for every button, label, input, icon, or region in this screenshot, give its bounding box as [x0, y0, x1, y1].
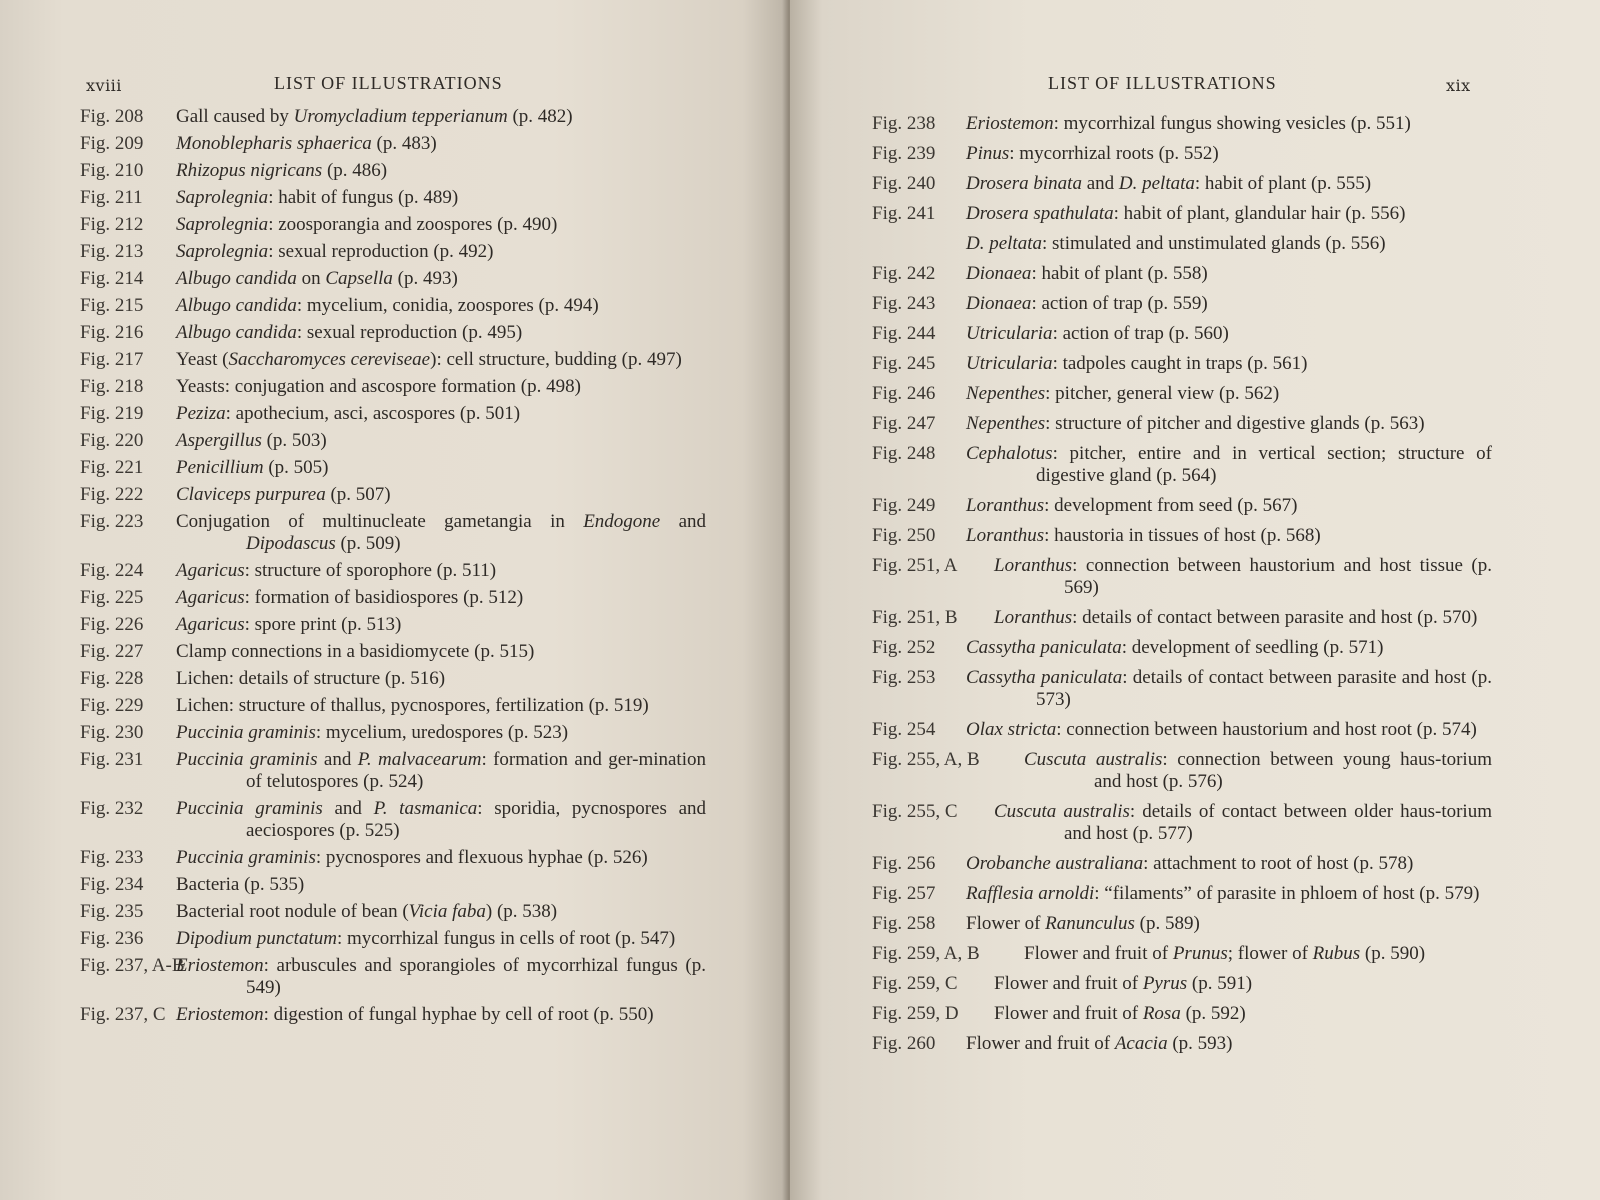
figure-caption: Albugo candida: sexual reproduction (p. 495): [176, 322, 523, 343]
figure-caption: Drosera binata and D. peltata: habit of plant (p. 555): [966, 173, 1372, 194]
figure-caption: Loranthus: haustoria in tissues of host (p. 568): [966, 525, 1321, 546]
figure-caption: Cuscuta australis: connection between young haus-torium and host (p. 576): [1024, 749, 1492, 792]
figure-number: Fig. 226: [80, 614, 144, 635]
figure-caption: Cuscuta australis: details of contact between older haus-torium and host (p. 577): [994, 801, 1492, 844]
figure-number: Fig. 243: [872, 293, 936, 314]
illustration-entry: [872, 749, 1492, 793]
figure-caption: Olax stricta: connection between haustorium and host root (p. 574): [966, 719, 1477, 740]
figure-number: Fig. 221: [80, 457, 144, 478]
figure-number: Fig. 208: [80, 106, 144, 127]
illustration-entry: [872, 233, 1492, 255]
illustration-entry: [872, 173, 1492, 195]
illustration-entry: [80, 160, 706, 182]
figure-caption: D. peltata: stimulated and unstimulated glands (p. 556): [966, 233, 1386, 254]
figure-number: Fig. 222: [80, 484, 144, 505]
illustration-entry: [872, 943, 1492, 965]
figure-number: Fig. 255, A, B: [872, 749, 980, 770]
illustration-entry: [80, 511, 706, 555]
illustration-entry: [80, 749, 706, 793]
figure-caption: Drosera spathulata: habit of plant, glandular hair (p. 556): [966, 203, 1406, 224]
figure-caption: Dionaea: action of trap (p. 559): [966, 293, 1208, 314]
illustration-list: [80, 106, 706, 1031]
figure-caption: Albugo candida: mycelium, conidia, zoospores (p. 494): [176, 295, 599, 316]
figure-caption: Flower and fruit of Prunus; flower of Rubus (p. 590): [1024, 943, 1426, 964]
figure-number: Fig. 237, C: [80, 1004, 166, 1025]
figure-caption: Yeast (Saccharomyces cereviseae): cell structure, budding (p. 497): [176, 349, 682, 370]
figure-number: Fig. 210: [80, 160, 144, 181]
figure-number: Fig. 259, C: [872, 973, 958, 994]
figure-number: Fig. 256: [872, 853, 936, 874]
illustration-entry: [872, 383, 1492, 405]
figure-number: Fig. 215: [80, 295, 144, 316]
figure-number: Fig. 250: [872, 525, 936, 546]
figure-number: Fig. 252: [872, 637, 936, 658]
illustration-entry: [80, 668, 706, 690]
figure-caption: Lichen: details of structure (p. 516): [176, 668, 446, 689]
figure-number: Fig. 230: [80, 722, 144, 743]
figure-number: Fig. 231: [80, 749, 144, 770]
illustration-entry: [80, 376, 706, 398]
figure-number: Fig. 240: [872, 173, 936, 194]
illustration-entry: [872, 913, 1492, 935]
illustration-entry: [80, 847, 706, 869]
illustration-entry: [80, 587, 706, 609]
figure-number: Fig. 224: [80, 560, 144, 581]
figure-caption: Cassytha paniculata: development of seedling (p. 571): [966, 637, 1384, 658]
illustration-entry: [872, 113, 1492, 135]
figure-caption: Flower and fruit of Acacia (p. 593): [966, 1033, 1233, 1054]
figure-caption: Utricularia: tadpoles caught in traps (p. 561): [966, 353, 1308, 374]
figure-caption: Cassytha paniculata: details of contact between parasite and host (p. 573): [966, 667, 1492, 710]
figure-number: Fig. 209: [80, 133, 144, 154]
figure-caption: Eriostemon: mycorrhizal fungus showing vesicles (p. 551): [966, 113, 1411, 134]
illustration-entry: [80, 214, 706, 236]
illustration-entry: [80, 955, 706, 999]
illustration-entry: [872, 607, 1492, 629]
figure-number: Fig. 242: [872, 263, 936, 284]
figure-number: Fig. 227: [80, 641, 144, 662]
figure-caption: Monoblepharis sphaerica (p. 483): [176, 133, 437, 154]
figure-number: Fig. 223: [80, 511, 144, 532]
figure-caption: Albugo candida on Capsella (p. 493): [176, 268, 458, 289]
illustration-entry: [872, 555, 1492, 599]
figure-caption: Loranthus: details of contact between parasite and host (p. 570): [994, 607, 1478, 628]
figure-caption: Dionaea: habit of plant (p. 558): [966, 263, 1208, 284]
illustration-entry: [80, 295, 706, 317]
illustration-entry: [80, 106, 706, 128]
figure-caption: Utricularia: action of trap (p. 560): [966, 323, 1229, 344]
figure-number: Fig. 235: [80, 901, 144, 922]
figure-caption: Saprolegnia: habit of fungus (p. 489): [176, 187, 459, 208]
illustration-entry: [872, 495, 1492, 517]
illustration-entry: [80, 133, 706, 155]
illustration-entry: [80, 641, 706, 663]
figure-number: Fig. 211: [80, 187, 143, 208]
figure-number: Fig. 217: [80, 349, 144, 370]
illustration-entry: [872, 1033, 1492, 1055]
illustration-entry: [80, 430, 706, 452]
figure-caption: Cephalotus: pitcher, entire and in vertical section; structure of digestive gland (p. 564): [966, 443, 1492, 486]
figure-caption: Puccinia graminis: pycnospores and flexuous hyphae (p. 526): [176, 847, 648, 868]
illustration-entry: [872, 353, 1492, 375]
figure-number: Fig. 237, A-B: [80, 955, 185, 976]
figure-caption: Saprolegnia: sexual reproduction (p. 492): [176, 241, 494, 262]
figure-number: Fig. 219: [80, 403, 144, 424]
illustration-entry: [80, 560, 706, 582]
figure-caption: Nepenthes: structure of pitcher and digestive glands (p. 563): [966, 413, 1425, 434]
figure-number: Fig. 234: [80, 874, 144, 895]
figure-caption: Dipodium punctatum: mycorrhizal fungus in cells of root (p. 547): [176, 928, 676, 949]
figure-number: Fig. 254: [872, 719, 936, 740]
figure-caption: Penicillium (p. 505): [176, 457, 329, 478]
figure-number: Fig. 233: [80, 847, 144, 868]
figure-number: Fig. 251, B: [872, 607, 958, 628]
figure-caption: Loranthus: connection between haustorium and host tissue (p. 569): [994, 555, 1492, 598]
illustration-entry: [80, 457, 706, 479]
figure-caption: Aspergillus (p. 503): [176, 430, 327, 451]
figure-number: Fig. 236: [80, 928, 144, 949]
figure-caption: Claviceps purpurea (p. 507): [176, 484, 391, 505]
figure-number: Fig. 229: [80, 695, 144, 716]
figure-caption: Conjugation of multinucleate gametangia in Endogone and Dipodascus (p. 509): [176, 511, 706, 554]
illustration-entry: [872, 973, 1492, 995]
figure-number: Fig. 251, A: [872, 555, 958, 576]
figure-caption: Gall caused by Uromycladium tepperianum (p. 482): [176, 106, 573, 127]
figure-number: Fig. 214: [80, 268, 144, 289]
figure-number: Fig. 225: [80, 587, 144, 608]
figure-caption: Rafflesia arnoldi: “filaments” of parasite in phloem of host (p. 579): [966, 883, 1480, 904]
figure-number: Fig. 259, A, B: [872, 943, 980, 964]
illustration-entry: [872, 1003, 1492, 1025]
illustration-entry: [872, 853, 1492, 875]
figure-caption: Nepenthes: pitcher, general view (p. 562): [966, 383, 1280, 404]
figure-caption: Agaricus: structure of sporophore (p. 511): [176, 560, 497, 581]
left-page: [0, 0, 790, 1200]
illustration-entry: [872, 293, 1492, 315]
figure-number: Fig. 238: [872, 113, 936, 134]
illustration-entry: [872, 443, 1492, 487]
illustration-entry: [80, 349, 706, 371]
illustration-entry: [80, 403, 706, 425]
illustration-entry: [872, 801, 1492, 845]
figure-number: Fig. 259, D: [872, 1003, 959, 1024]
figure-caption: Puccinia graminis: mycelium, uredospores (p. 523): [176, 722, 569, 743]
illustration-entry: [80, 484, 706, 506]
illustration-entry: [872, 883, 1492, 905]
running-head: LIST OF ILLUSTRATIONS: [274, 73, 503, 93]
illustration-entry: [80, 1004, 706, 1026]
figure-caption: Yeasts: conjugation and ascospore formation (p. 498): [176, 376, 581, 397]
figure-caption: Flower and fruit of Rosa (p. 592): [994, 1003, 1246, 1024]
illustration-entry: [80, 695, 706, 717]
figure-number: Fig. 216: [80, 322, 144, 343]
illustration-entry: [872, 525, 1492, 547]
illustration-entry: [80, 614, 706, 636]
figure-caption: Saprolegnia: zoosporangia and zoospores (p. 490): [176, 214, 558, 235]
illustration-entry: [872, 719, 1492, 741]
figure-number: Fig. 247: [872, 413, 936, 434]
figure-number: Fig. 245: [872, 353, 936, 374]
illustration-entry: [872, 143, 1492, 165]
figure-number: Fig. 212: [80, 214, 144, 235]
figure-caption: Loranthus: development from seed (p. 567): [966, 495, 1298, 516]
figure-caption: Orobanche australiana: attachment to root of host (p. 578): [966, 853, 1414, 874]
figure-number: Fig. 232: [80, 798, 144, 819]
figure-number: Fig. 218: [80, 376, 144, 397]
figure-number: Fig. 239: [872, 143, 936, 164]
illustration-entry: [80, 901, 706, 923]
figure-caption: Puccinia graminis and P. malvacearum: formation and ger-mination of telutospores (p. 524): [176, 749, 706, 792]
page-number: xviii: [86, 76, 122, 95]
figure-number: Fig. 255, C: [872, 801, 958, 822]
illustration-entry: [80, 187, 706, 209]
figure-caption: Pinus: mycorrhizal roots (p. 552): [966, 143, 1219, 164]
figure-number: Fig. 213: [80, 241, 144, 262]
figure-number: Fig. 244: [872, 323, 936, 344]
figure-number: Fig. 228: [80, 668, 144, 689]
illustration-entry: [80, 241, 706, 263]
illustration-entry: [872, 323, 1492, 345]
illustration-entry: [80, 874, 706, 896]
page-number: xix: [1446, 76, 1471, 95]
figure-caption: Flower and fruit of Pyrus (p. 591): [994, 973, 1253, 994]
figure-number: Fig. 241: [872, 203, 936, 224]
figure-caption: Eriostemon: arbuscules and sporangioles of mycorrhizal fungus (p. 549): [176, 955, 706, 998]
figure-caption: Flower of Ranunculus (p. 589): [966, 913, 1200, 934]
figure-caption: Rhizopus nigricans (p. 486): [176, 160, 388, 181]
figure-caption: Agaricus: spore print (p. 513): [176, 614, 402, 635]
illustration-entry: [80, 928, 706, 950]
figure-number: Fig. 258: [872, 913, 936, 934]
figure-caption: Agaricus: formation of basidiospores (p. 512): [176, 587, 524, 608]
illustration-entry: [80, 798, 706, 842]
figure-caption: Eriostemon: digestion of fungal hyphae by cell of root (p. 550): [176, 1004, 654, 1025]
figure-caption: Peziza: apothecium, asci, ascospores (p. 501): [176, 403, 521, 424]
figure-number: Fig. 248: [872, 443, 936, 464]
illustration-entry: [80, 268, 706, 290]
illustration-list: [872, 113, 1492, 1063]
running-head: LIST OF ILLUSTRATIONS: [1048, 73, 1277, 93]
figure-number: Fig. 257: [872, 883, 936, 904]
figure-number: Fig. 253: [872, 667, 936, 688]
figure-number: Fig. 249: [872, 495, 936, 516]
illustration-entry: [872, 667, 1492, 711]
illustration-entry: [872, 263, 1492, 285]
illustration-entry: [872, 637, 1492, 659]
illustration-entry: [80, 722, 706, 744]
illustration-entry: [872, 413, 1492, 435]
figure-caption: Lichen: structure of thallus, pycnospores, fertilization (p. 519): [176, 695, 649, 716]
figure-number: Fig. 260: [872, 1033, 936, 1054]
illustration-entry: [872, 203, 1492, 225]
figure-caption: Puccinia graminis and P. tasmanica: sporidia, pycnospores and aeciospores (p. 525): [176, 798, 707, 841]
figure-caption: Bacteria (p. 535): [176, 874, 305, 895]
figure-number: Fig. 246: [872, 383, 936, 404]
figure-caption: Clamp connections in a basidiomycete (p. 515): [176, 641, 535, 662]
illustration-entry: [80, 322, 706, 344]
figure-caption: Bacterial root nodule of bean (Vicia faba) (p. 538): [176, 901, 558, 922]
figure-number: Fig. 220: [80, 430, 144, 451]
